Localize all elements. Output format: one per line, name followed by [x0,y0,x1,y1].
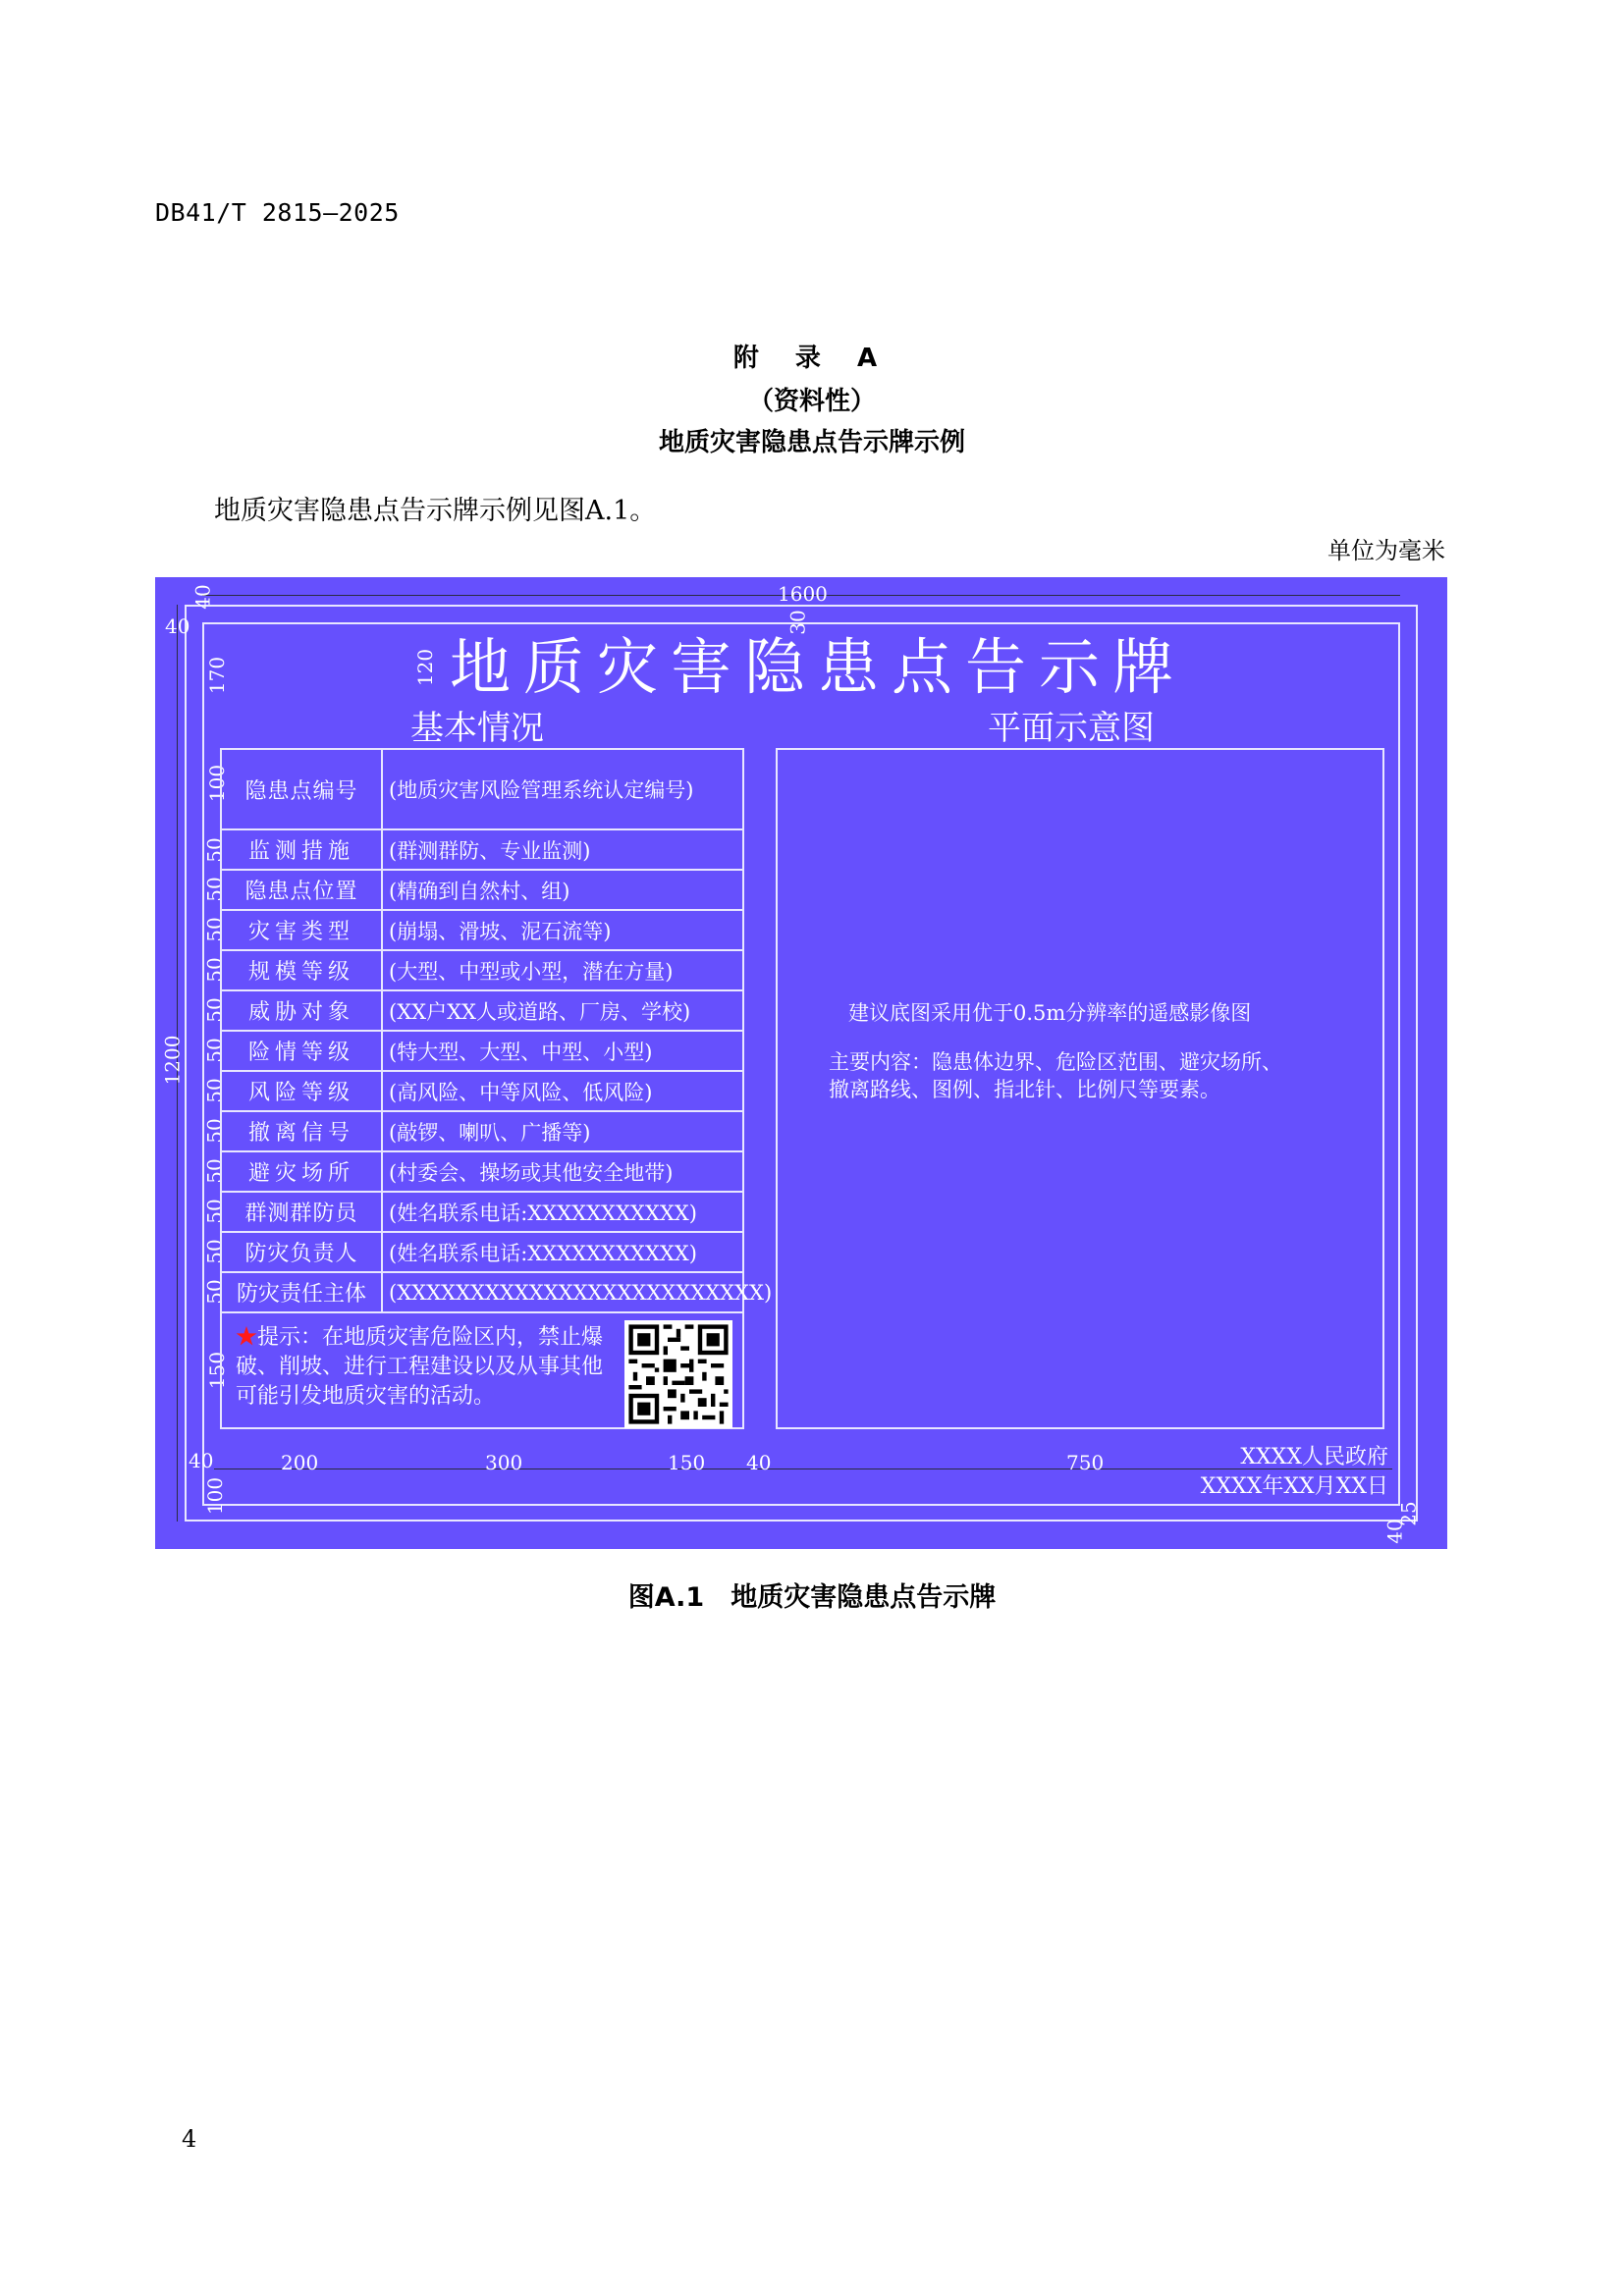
dim-map-width: 750 [1066,1451,1105,1474]
dim-bottom-height: 100 [203,1476,228,1516]
dim-row-height-7: 50 [202,1078,227,1103]
dim-top-margin: 40 [190,584,215,610]
table-row [222,1072,742,1112]
dim-row-height-4: 50 [202,957,227,983]
dim-qr-width: 150 [668,1451,706,1474]
tip-text: 提示：在地质灾害危险区内，禁止爆破、削坡、进行工程建设以及从事其他可能引发地质灾害的活动。 [236,1325,604,1409]
table-row [222,1193,742,1233]
star-icon: ★ [236,1325,258,1350]
dim-right-bottom: 40 [1382,1519,1407,1544]
row-label: 监测措施 [222,830,383,869]
dim-head-height: 170 [205,656,230,695]
table-row [222,1032,742,1072]
issue-date: XXXX年XX月XX日 [1200,1474,1388,1499]
dim-row-height-2: 50 [202,877,227,902]
standard-code: DB41/T 2815—2025 [155,198,400,227]
hazard-sign-figure [155,577,1447,1549]
row-label: 防灾责任主体 [222,1273,383,1311]
row-label: 灾害类型 [222,911,383,949]
page-number: 4 [182,2125,197,2153]
table-row [222,951,742,991]
row-label: 群测群防员 [222,1193,383,1231]
dim-row1-height: 100 [205,764,230,803]
table-row [222,1112,742,1152]
row-value: (精确到自然村、组) [389,879,570,903]
sign-title: 地质灾害隐患点告示牌 [450,631,1187,703]
table-row [222,1233,742,1273]
dim-value-width: 300 [485,1451,523,1474]
appendix-title: 附 录 A [732,344,892,373]
row-value: (崩塌、滑坡、泥石流等) [389,919,612,943]
appendix-heading: 地质灾害隐患点告示牌示例 [658,428,965,457]
row-label: 防灾负责人 [222,1233,383,1271]
row-value: (地质灾害风险管理系统认定编号) [389,778,694,802]
row-value: (高风险、中等风险、低风险) [389,1080,653,1104]
row-value: (特大型、大型、中型、小型) [389,1040,653,1064]
dim-row-height-12: 50 [202,1279,227,1305]
dim-tip-height: 150 [205,1351,230,1390]
dim-right-small: 25 [1396,1501,1421,1526]
dim-bottom-gap: 40 [189,1449,214,1472]
row-label: 风险等级 [222,1072,383,1110]
row-value: (敲锣、喇叭、广播等) [389,1120,591,1145]
dim-row-height-6: 50 [202,1038,227,1063]
row-label: 避灾场所 [222,1152,383,1191]
dim-row-height-10: 50 [202,1199,227,1224]
site-plan-area [776,748,1384,1429]
issuer-name: XXXX人民政府 [1240,1445,1388,1469]
appendix-subtitle: （资料性） [747,387,876,416]
table-row [222,911,742,951]
map-note-content-2: 撤离路线、图例、指北针、比例尺等要素。 [829,1078,1220,1101]
site-plan-heading: 平面示意图 [988,709,1155,748]
map-note-content-1: 主要内容：隐患体边界、危险区范围、避灾场所、 [829,1050,1282,1074]
row-label: 隐患点位置 [222,871,383,909]
row-value: (群测群防、专业监测) [389,838,591,863]
row-label: 规模等级 [222,951,383,989]
table-row [222,830,742,871]
row-label: 险情等级 [222,1032,383,1070]
row-value: (XX户XX人或道路、厂房、学校) [389,999,691,1024]
table-row [222,1152,742,1193]
dim-row-height-1: 50 [202,837,227,863]
table-row [222,871,742,911]
row-value: (姓名联系电话:XXXXXXXXXXX) [389,1241,697,1265]
dim-row-height-8: 50 [202,1118,227,1144]
table-row [222,750,742,830]
dim-total-height: 1200 [160,1035,185,1086]
row-label: 隐患点编号 [222,750,383,828]
table-row [222,991,742,1032]
issuer-block [1201,1443,1388,1502]
row-label: 撤离信号 [222,1112,383,1150]
dim-total-width: 1600 [778,582,828,606]
row-label: 威胁对象 [222,991,383,1030]
map-note-basemap: 建议底图采用优于0.5m分辨率的遥感影像图 [848,1001,1252,1025]
qr-code-icon [624,1320,732,1428]
dim-row-height-3: 50 [202,917,227,942]
dim-title-gap: 30 [785,610,810,635]
intro-text: 地质灾害隐患点告示牌示例见图A.1。 [214,496,657,526]
dim-row-height-5: 50 [202,997,227,1023]
dim-left-margin: 40 [165,614,190,638]
row-value: (姓名联系电话:XXXXXXXXXXX) [389,1201,697,1225]
dim-label-width: 200 [281,1451,319,1474]
dim-gap-width: 40 [746,1451,772,1474]
unit-note: 单位为毫米 [1327,537,1445,564]
row-value: (村委会、操场或其他安全地带) [389,1160,674,1185]
row-value: (大型、中型或小型，潜在方量) [389,959,674,984]
table-row [222,1273,773,1313]
figure-caption: 图A.1 地质灾害隐患点告示牌 [627,1582,997,1613]
basic-info-heading: 基本情况 [410,709,544,748]
warning-tip [236,1323,609,1412]
dim-row-height-9: 50 [202,1158,227,1184]
dim-row-height-11: 50 [202,1239,227,1264]
row-value: (XXXXXXXXXXXXXXXXXXXXXXXXX) [389,1280,773,1305]
dim-title-height: 120 [413,648,438,687]
